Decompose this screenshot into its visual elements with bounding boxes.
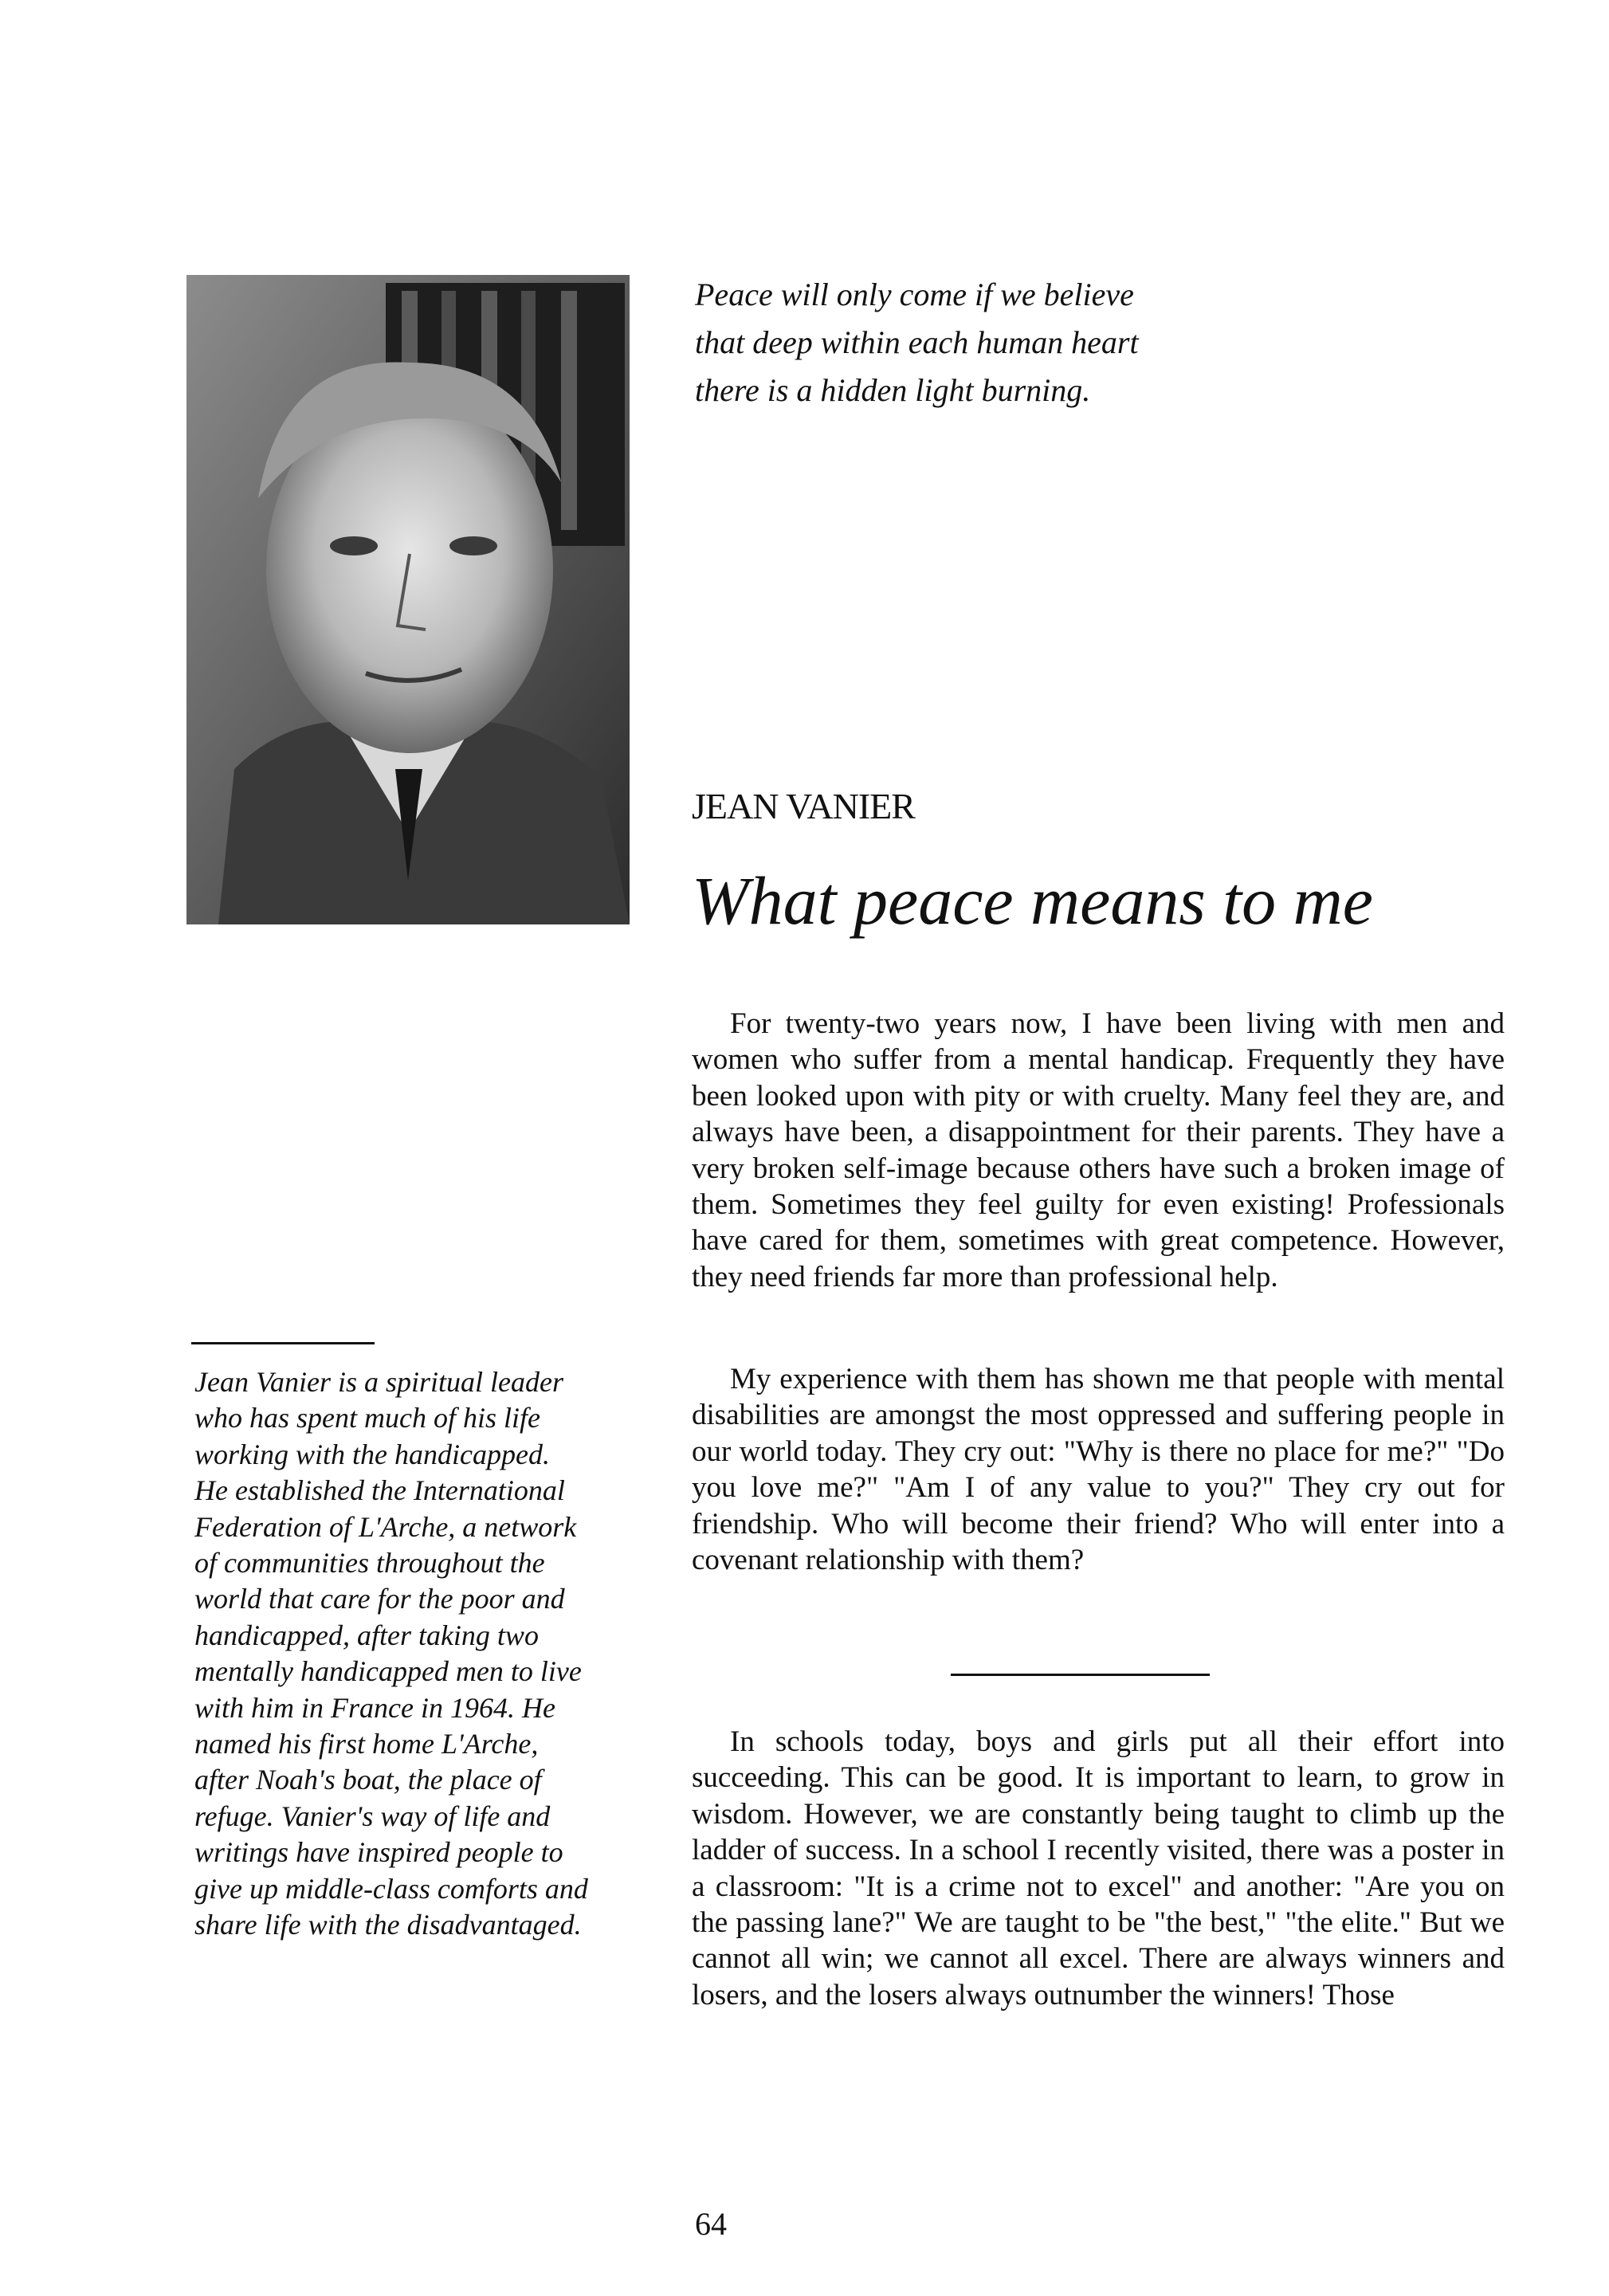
epigraph — [695, 271, 1348, 414]
page-number: 64 — [695, 2206, 727, 2242]
bio-line: handicapped, after taking two — [194, 1619, 539, 1651]
bio-line: working with the handicapped. — [194, 1438, 550, 1470]
section-divider — [951, 1674, 1210, 1676]
author-bio — [194, 1364, 641, 1944]
bio-line: mentally handicapped men to live — [194, 1655, 582, 1688]
body-paragraph — [692, 1724, 1505, 2013]
portrait-icon — [186, 275, 630, 924]
epigraph-line: that deep within each human heart — [695, 324, 1139, 360]
bio-line: who has spent much of his life — [194, 1402, 540, 1435]
body-paragraph — [692, 1006, 1505, 1295]
paragraph-text: For twenty-two years now, I have been living with men and women who suffer from a mental handicap. Frequently they have been looked upon with pity or with cruelty. Many feel they are, and always have been, a disappointment for their parents. They have a very broken self-image because others have such a broken image of them. Sometimes they feel guilty for even existing! Professionals have cared for them, sometimes with great competence. However, they need friends far more than professional help. — [692, 1007, 1505, 1293]
bio-line: Jean Vanier is a spiritual leader — [194, 1366, 563, 1398]
bio-line: named his first home L'Arche, — [194, 1728, 539, 1760]
bio-line: world that care for the poor and — [194, 1583, 565, 1615]
bio-line: He established the International — [194, 1474, 565, 1507]
bio-line: after Noah's boat, the place of — [194, 1764, 542, 1796]
bio-line: give up middle-class comforts and — [194, 1872, 588, 1905]
paragraph-text: My experience with them has shown me that people with mental disabilities are amongst the most oppressed and suffering people in our world today. They cry out: "Why is there no place for me?" "Do you love me?" "Am I of any value to you?" They cry out for friendship. Who will become their friend? Who will enter into a covenant relationship with them? — [692, 1363, 1505, 1577]
paragraph-text: In schools today, boys and girls put all their effort into succeeding. This can be good. It is important to learn, to grow in wisdom. However, we are constantly being taught to climb up the ladder of success. In a school I recently visited, there was a poster in a classroom: "It is a crime not to excel" and another: "Are you on the passing lane?" We are taught to be "the best," "the elite." But we cannot all win; we cannot all excel. There are always winners and losers, and the losers always outnumber the winners! Those — [692, 1725, 1505, 2011]
author-portrait-photo — [186, 275, 630, 924]
bio-line: with him in France in 1964. He — [194, 1691, 555, 1724]
bio-line: share life with the disadvantaged. — [194, 1909, 582, 1941]
divider — [191, 1342, 375, 1344]
epigraph-line: Peace will only come if we believe — [695, 277, 1134, 312]
article-title: What peace means to me — [692, 862, 1373, 939]
body-paragraph — [692, 1361, 1505, 1578]
bio-line: refuge. Vanier's way of life and — [194, 1800, 551, 1832]
bio-line: Federation of L'Arche, a network — [194, 1510, 577, 1543]
epigraph-line: there is a hidden light burning. — [695, 372, 1091, 408]
author-name: JEAN VANIER — [692, 786, 915, 826]
bio-line: writings have inspired people to — [194, 1836, 563, 1869]
bio-line: of communities throughout the — [194, 1547, 545, 1580]
